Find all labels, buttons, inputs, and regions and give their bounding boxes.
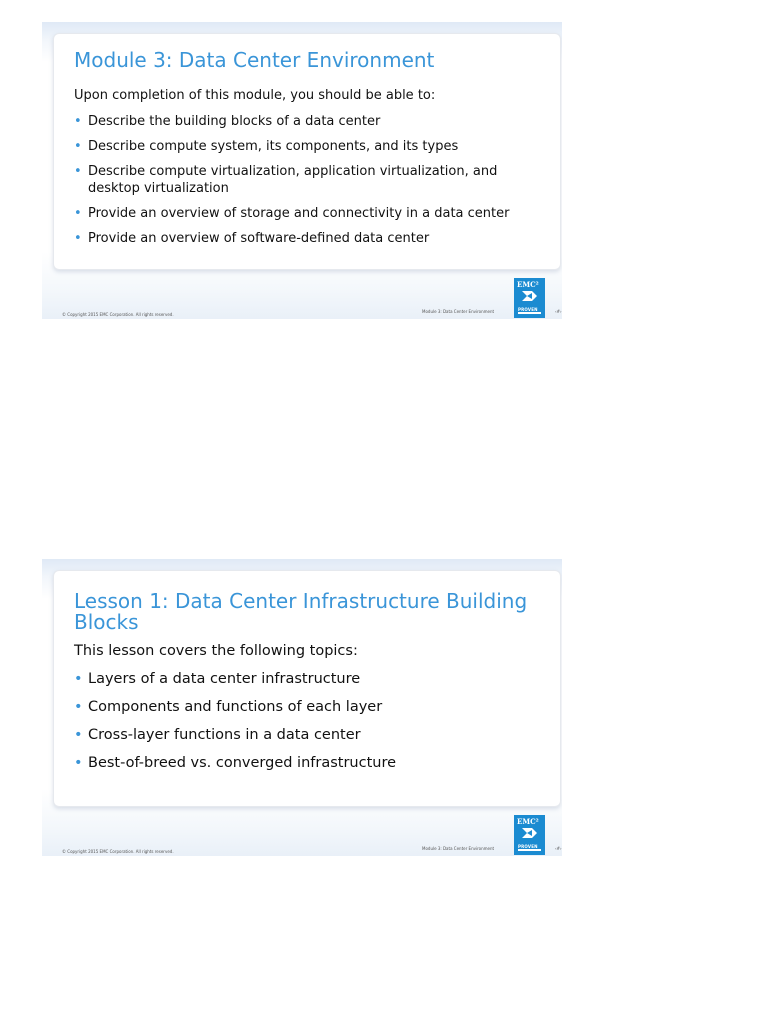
list-item (74, 138, 544, 155)
copyright-text: © Copyright 2015 EMC Corporation. All rights reserved. (62, 312, 174, 317)
list-item (74, 726, 544, 744)
list-item (74, 698, 544, 716)
bullet-icon: • (74, 699, 83, 715)
list-item (74, 670, 544, 688)
bullet-icon: • (74, 114, 82, 129)
content-card (53, 33, 561, 270)
footer-module-name: Module 3: Data Center Environment (422, 309, 495, 314)
footer-module-name: Module 3: Data Center Environment (422, 846, 495, 851)
logo-mark-icon (520, 289, 539, 303)
bullet-icon: • (74, 671, 83, 687)
bullet-icon: • (74, 755, 83, 771)
logo-bar (518, 312, 541, 314)
bullet-icon: • (74, 727, 83, 743)
bullet-text: Best-of-breed vs. converged infrastructure (88, 755, 397, 771)
bullet-text: Cross-layer functions in a data center (88, 727, 361, 743)
bullet-icon: • (74, 231, 82, 246)
list-item (74, 230, 544, 247)
bullet-list (74, 670, 544, 782)
emc-logo (514, 278, 545, 318)
bullet-text: Layers of a data center infrastructure (88, 671, 361, 687)
slide-module-3 (42, 22, 562, 319)
page-number: ‹#› (555, 309, 562, 314)
bullet-icon: • (74, 206, 82, 221)
slide-intro: Upon completion of this module, you should be able to: (74, 88, 436, 103)
bullet-text: Components and functions of each layer (88, 699, 383, 715)
slide-title: Lesson 1: Data Center Infrastructure Building Blocks (74, 589, 528, 634)
bullet-text: Provide an overview of storage and connectivity in a data center (88, 206, 510, 221)
copyright-text: © Copyright 2015 EMC Corporation. All rights reserved. (62, 849, 174, 854)
emc-logo (514, 815, 545, 855)
logo-brand: EMC² (517, 817, 539, 826)
logo-mark-icon (520, 826, 539, 840)
list-item (74, 163, 544, 197)
bullet-text: Describe compute virtualization, application virtualization, and desktop virtualization (88, 164, 498, 196)
list-item (74, 754, 544, 772)
bullet-text: Describe the building blocks of a data center (88, 114, 381, 129)
list-item (74, 113, 544, 130)
slide-intro: This lesson covers the following topics: (74, 643, 358, 659)
page-number: ‹#› (555, 846, 562, 851)
bullet-icon: • (74, 164, 82, 179)
logo-bar (518, 849, 541, 851)
logo-sub: PROVEN (518, 307, 538, 312)
logo-brand: EMC² (517, 280, 539, 289)
content-card (53, 570, 561, 807)
slide-title: Module 3: Data Center Environment (74, 48, 435, 72)
list-item (74, 205, 544, 222)
bullet-list (74, 113, 544, 255)
bullet-text: Provide an overview of software-defined data center (88, 231, 430, 246)
slide-lesson-1 (42, 559, 562, 856)
bullet-text: Describe compute system, its components, and its types (88, 139, 459, 154)
bullet-icon: • (74, 139, 82, 154)
logo-sub: PROVEN (518, 844, 538, 849)
